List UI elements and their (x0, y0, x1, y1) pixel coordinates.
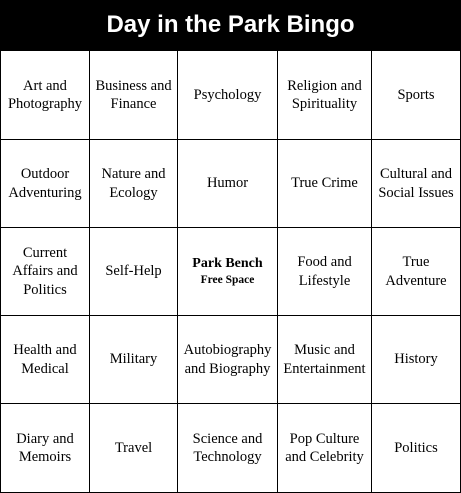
bingo-cell[interactable] (1, 140, 90, 228)
bingo-cell[interactable] (90, 316, 178, 404)
bingo-cell[interactable] (278, 140, 372, 228)
cell-label: Art and Photography (7, 77, 83, 112)
cell-label: Autobiography and Biography (183, 342, 272, 377)
bingo-cell[interactable] (90, 228, 178, 316)
cell-label: Health and Medical (13, 342, 77, 377)
free-space-title: Park Bench (192, 255, 263, 271)
bingo-cell[interactable] (178, 404, 278, 492)
bingo-grid (0, 50, 461, 493)
cell-label: Religion and Spirituality (287, 77, 362, 112)
bingo-cell[interactable] (1, 228, 90, 316)
bingo-cell[interactable] (1, 404, 90, 492)
cell-label: Politics (394, 439, 438, 456)
cell-label: True Adventure (385, 254, 447, 289)
bingo-cell[interactable] (372, 316, 460, 404)
cell-label: Science and Technology (192, 430, 263, 465)
free-space-cell[interactable] (178, 228, 278, 316)
bingo-cell[interactable] (178, 316, 278, 404)
cell-label: Military (109, 351, 158, 368)
cell-label: History (394, 351, 438, 368)
cell-label: Pop Culture and Celebrity (285, 430, 364, 465)
cell-label: Travel (114, 439, 153, 456)
bingo-cell[interactable] (90, 404, 178, 492)
bingo-cell[interactable] (372, 140, 460, 228)
cell-label: Diary and Memoirs (16, 430, 74, 465)
cell-label: Business and Finance (95, 77, 172, 112)
cell-label: Outdoor Adventuring (8, 166, 82, 201)
bingo-cell[interactable] (372, 51, 460, 140)
bingo-cell[interactable] (372, 228, 460, 316)
bingo-cell[interactable] (278, 51, 372, 140)
cell-label: Self-Help (105, 263, 162, 280)
cell-label: Music and Entertainment (283, 342, 366, 377)
cell-label: Psychology (193, 86, 262, 103)
cell-label: Food and Lifestyle (297, 254, 352, 289)
cell-label: Current Affairs and Politics (12, 244, 78, 298)
cell-label: Sports (397, 86, 435, 103)
cell-label: True Crime (291, 175, 358, 192)
bingo-cell[interactable] (178, 51, 278, 140)
bingo-cell[interactable] (1, 51, 90, 140)
free-space-subtitle: Free Space (200, 273, 255, 286)
bingo-cell[interactable] (1, 316, 90, 404)
bingo-cell[interactable] (372, 404, 460, 492)
bingo-cell[interactable] (178, 140, 278, 228)
cell-label: Cultural and Social Issues (378, 166, 454, 201)
bingo-cell[interactable] (278, 316, 372, 404)
card-title: Day in the Park Bingo (0, 0, 461, 50)
cell-label: Humor (206, 175, 249, 192)
cell-label: Nature and Ecology (101, 166, 166, 201)
bingo-cell[interactable] (278, 404, 372, 492)
bingo-cell[interactable] (278, 228, 372, 316)
bingo-cell[interactable] (90, 140, 178, 228)
bingo-cell[interactable] (90, 51, 178, 140)
